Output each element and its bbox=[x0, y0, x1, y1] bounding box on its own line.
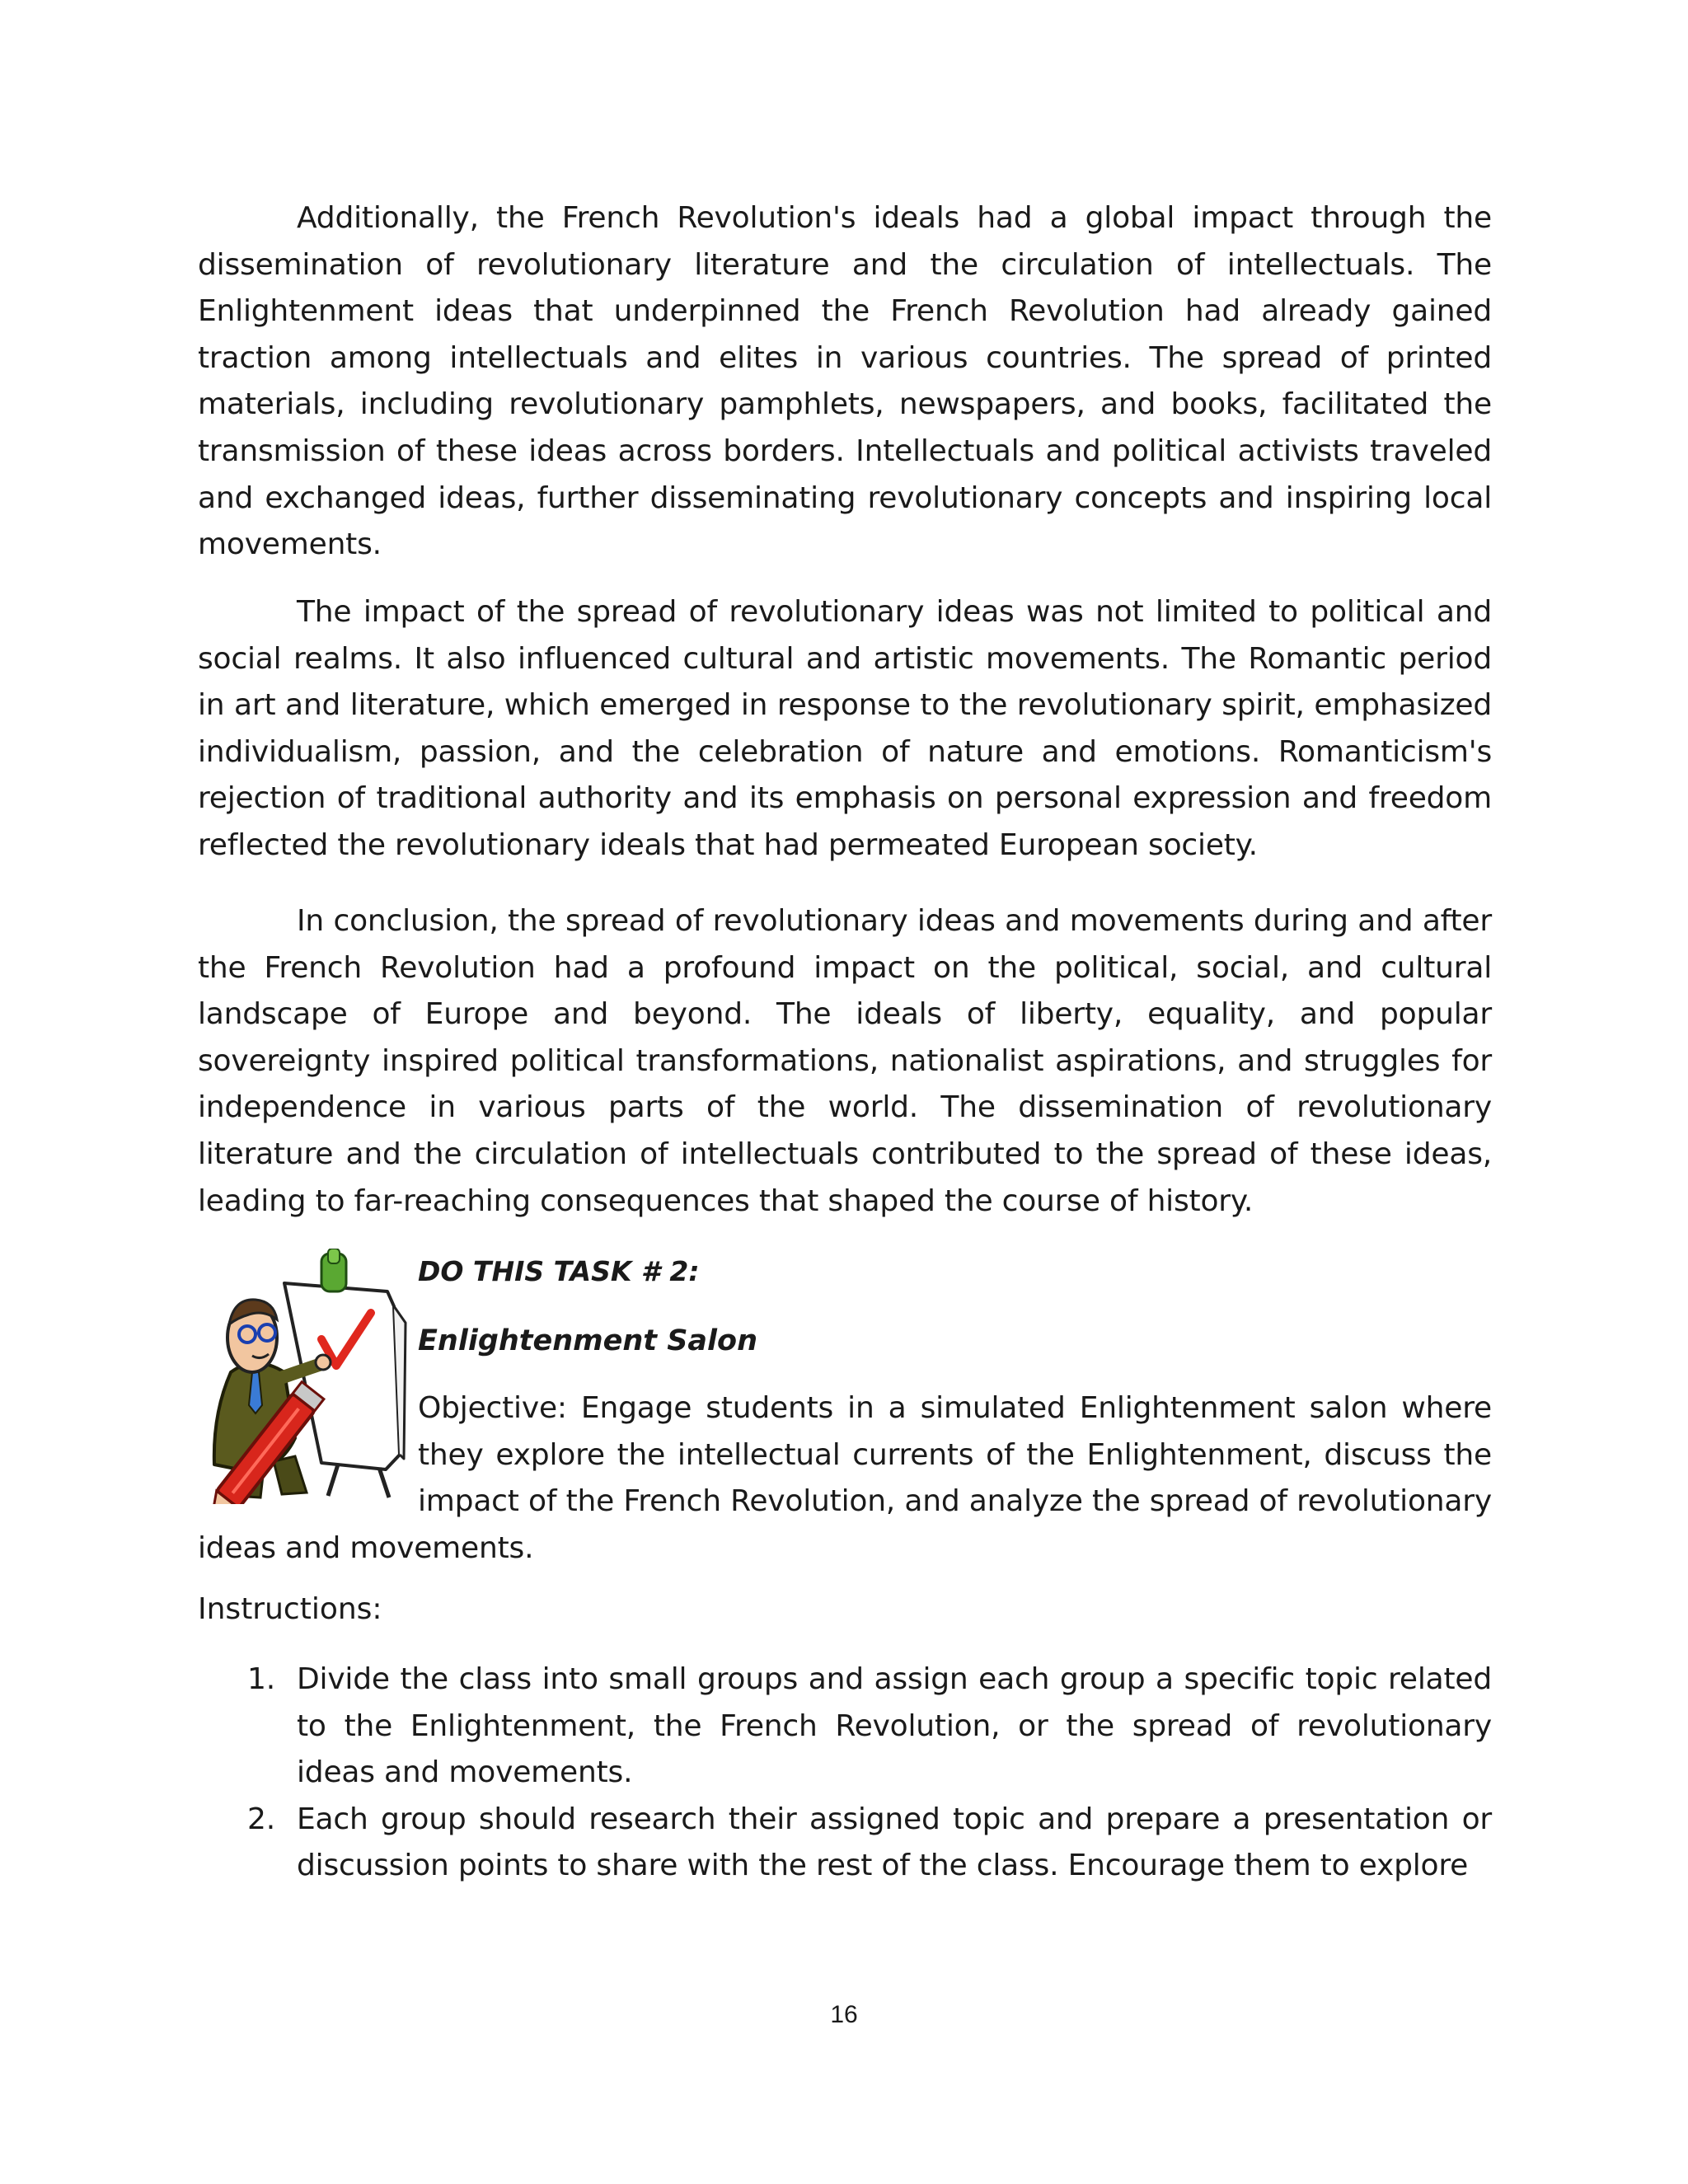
step-number: 1. bbox=[247, 1662, 275, 1696]
instructions-list bbox=[198, 1657, 1492, 1890]
task-subheading: Enlightenment Salon bbox=[418, 1324, 758, 1357]
document-page bbox=[198, 0, 1492, 2184]
list-item bbox=[198, 1797, 1492, 1890]
list-item bbox=[198, 1657, 1492, 1797]
paragraph-conclusion: In conclusion, the spread of revolutionary ideas and movements during and after the French Revolution had a profound impact on the political, social, and cultural landscape of Europe and beyond. The ideals of liberty, equality, and popular sovereignty inspired political transformations, nationalist aspirations, and struggles for independence in various parts of the world. The dissemination of revolutionary literature and the circulation of intellectuals contributed to the spread of these ideas, leading to far-reaching consequences that shaped the course of history. bbox=[198, 904, 1492, 1218]
step-number: 2. bbox=[247, 1802, 275, 1836]
instructions-label: Instructions: bbox=[198, 1592, 382, 1626]
teacher-with-pencil-and-checklist-icon bbox=[198, 1249, 408, 1504]
task-section bbox=[198, 1249, 1492, 1572]
page-number: 16 bbox=[830, 2001, 858, 2028]
task-heading: DO THIS TASK # 2: bbox=[418, 1255, 700, 1287]
paragraph-cultural-impact: The impact of the spread of revolutionary ideas was not limited to political and social realms. It also influenced cultural and artistic movements. The Romantic period in art and literature, which emerged in response to the revolutionary spirit, emphasized individualism, passion, and the celebration of nature and emotions. Romanticism's rejection of traditional authority and its emphasis on personal expression and freedom reflected the revolutionary ideals that had permeated European society. bbox=[198, 595, 1492, 862]
step-text: Divide the class into small groups and assign each group a specific topic related to the Enlightenment, the French Revolution, or the spread of revolutionary ideas and movements. bbox=[297, 1662, 1492, 1790]
task-objective: Objective: Engage students in a simulated Enlightenment salon where they explore the intellectual currents of the Enlightenment, discuss the impact of the French Revolution, and analyze the spread of revolutionary ideas and movements. bbox=[198, 1391, 1492, 1565]
paragraph-dissemination: Additionally, the French Revolution's ideals had a global impact through the dissemination of revolutionary literature and the circulation of intellectuals. The Enlightenment ideas that underpinned the French Revolution had already gained traction among intellectuals and elites in various countries. The spread of printed materials, including revolutionary pamphlets, newspapers, and books, facilitated the transmission of these ideas across borders. Intellectuals and political activists traveled and exchanged ideas, further disseminating revolutionary concepts and inspiring local movements. bbox=[198, 201, 1492, 562]
step-text: Each group should research their assigned topic and prepare a presentation or discussion points to share with the rest of the class. Encourage them to explore bbox=[297, 1802, 1492, 1883]
